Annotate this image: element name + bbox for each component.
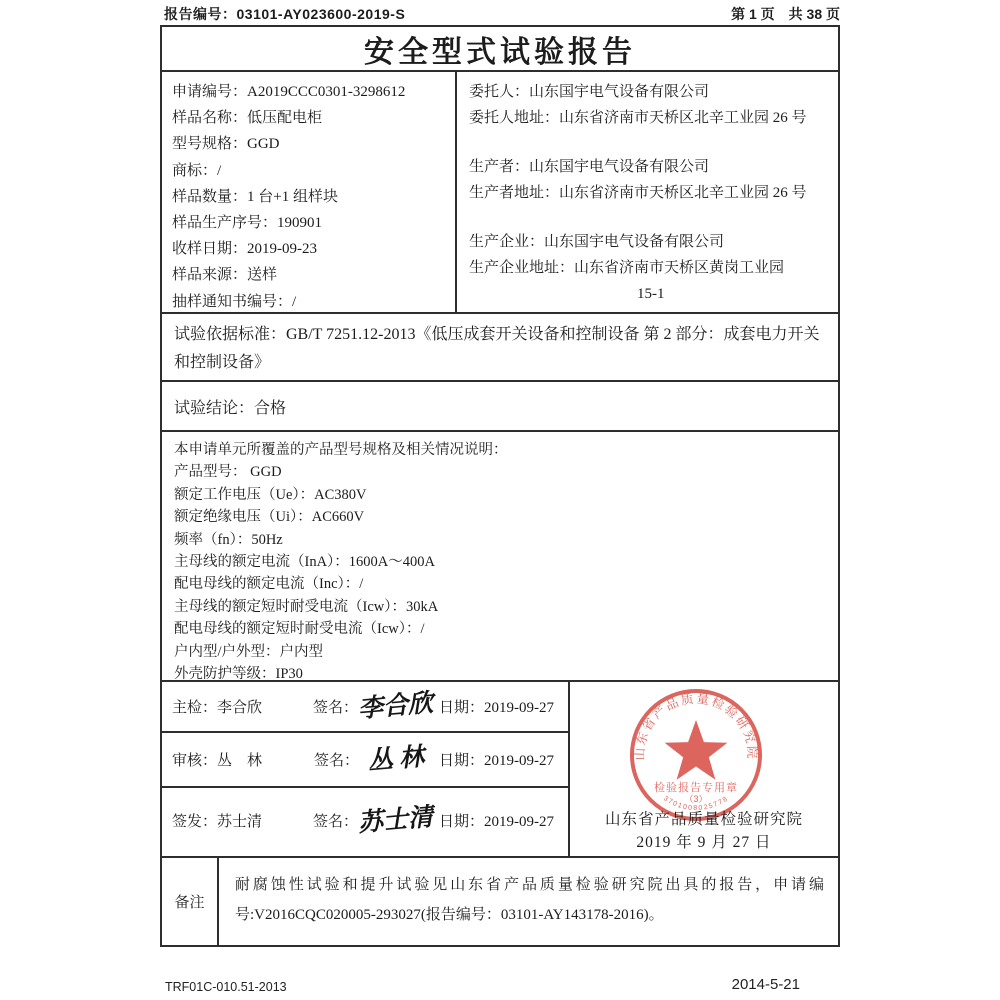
sample-source: 样品来源：送样 — [172, 267, 278, 284]
reviewer-handwritten-signature: 丛 林 — [366, 743, 426, 776]
signature-label: 签名： — [312, 700, 358, 716]
enterprise-group — [469, 229, 826, 307]
seal-serial-number: 3701008025778 — [662, 795, 730, 813]
stamp-date: 2019 年 9 月 27 日 — [636, 834, 772, 851]
main-busbar-rated-current: 主母线的额定电流（InA）：1600A～400A — [174, 554, 435, 571]
sample-serial: 样品生产序号：190901 — [172, 215, 323, 232]
footer-date: 2014-5-21 — [731, 976, 800, 993]
remark-label: 备注 — [162, 858, 219, 945]
rated-working-voltage: 额定工作电压（Ue）：AC380V — [174, 486, 367, 503]
signature-label: 签名： — [314, 753, 360, 769]
seal-number-label: （3） — [684, 794, 708, 804]
client: 委托人：山东国宇电气设备有限公司 — [469, 84, 710, 100]
producer: 生产者：山东国宇电气设备有限公司 — [469, 159, 710, 175]
rated-insulation-voltage: 额定绝缘电压（Ui）：AC660V — [174, 509, 365, 526]
reviewer-date: 日期：2019-09-27 — [439, 753, 554, 769]
ip-rating: 外壳防护等级：IP30 — [174, 666, 303, 683]
sample-info-right-cell — [457, 72, 838, 312]
main-busbar-withstand-current: 主母线的额定短时耐受电流（Icw）：30kA — [174, 598, 439, 615]
report-table — [160, 25, 840, 947]
signature-row-chief-inspector — [162, 682, 568, 733]
signature-rows — [162, 682, 570, 856]
product-model: 产品型号： GGD — [174, 464, 282, 481]
signature-label: 签名： — [312, 813, 358, 830]
sample-quantity: 样品数量：1 台+1 组样块 — [172, 188, 338, 205]
remark-text: 耐腐蚀性试验和提升试验见山东省产品质量检验研究院出具的报告，申请编号:V2016CQC020005-293027(报告编号：03101-AY143178-2016)。 — [235, 877, 824, 923]
client-group — [469, 79, 826, 131]
enterprise-address-cont: 15-1 — [637, 286, 665, 302]
distribution-busbar-withstand-current: 配电母线的额定短时耐受电流（Icw）：/ — [174, 621, 425, 638]
chief-inspector-date: 日期：2019-09-27 — [439, 700, 554, 716]
seal-org-arc-text: 山东省产品质量检验研究院 — [632, 691, 760, 761]
issuer-handwritten-signature: 苏士清 — [356, 803, 435, 837]
application-number: 申请编号：A2019CCC0301-3298612 — [172, 84, 406, 100]
frequency: 频率（fn）：50Hz — [174, 531, 283, 548]
footer-form-number: TRF01C-010.51-2013 — [165, 980, 287, 994]
trademark: 商标：/ — [172, 162, 222, 179]
producer-address: 生产者地址：山东省济南市天桥区北辛工业园 26 号 — [469, 185, 807, 201]
report-number: 报告编号：03101-AY023600-2019-S — [164, 6, 406, 22]
page-indicator: 第 1 页 共 38 页 — [731, 6, 840, 22]
official-seal-icon — [626, 685, 766, 825]
sample-info-left-cell — [162, 72, 457, 312]
receive-date: 收样日期：2019-09-23 — [172, 241, 317, 258]
product-specs-section — [160, 430, 840, 682]
chief-inspector-handwritten-signature: 李合欣 — [356, 689, 435, 724]
indoor-outdoor-type: 户内型/户外型：户内型 — [174, 643, 324, 660]
signature-row-issuer — [162, 788, 568, 852]
remark-section — [160, 856, 840, 947]
chief-inspector-name: 主检：李合欣 — [172, 700, 263, 716]
stamp-org-name: 山东省产品质量检验研究院 — [604, 811, 803, 828]
signature-section — [160, 680, 840, 858]
issuer-date: 日期：2019-09-27 — [439, 813, 554, 830]
sample-info-section — [160, 70, 840, 314]
producer-group — [469, 154, 826, 206]
test-standard-section: 试验依据标准：GB/T 7251.12-2013《低压成套开关设备和控制设备 第 2 部分：成套电力开关和控制设备》 — [160, 312, 840, 382]
seal-inner-text: 检验报告专用章 — [654, 782, 738, 794]
client-address: 委托人地址：山东省济南市天桥区北辛工业园 26 号 — [469, 110, 807, 126]
page-title: 安全型式试验报告 — [364, 35, 636, 69]
signature-row-reviewer — [162, 733, 568, 788]
specs-intro: 本申请单元所覆盖的产品型号规格及相关情况说明： — [174, 442, 508, 458]
sample-name: 样品名称：低压配电柜 — [172, 110, 323, 127]
sampling-notice-number: 抽样通知书编号：/ — [172, 293, 297, 310]
enterprise-address: 生产企业地址：山东省济南市天桥区黄岗工业园 — [469, 260, 785, 276]
issuer-name: 签发：苏士清 — [172, 813, 263, 830]
model-spec: 型号规格：GGD — [172, 136, 280, 153]
distribution-busbar-rated-current: 配电母线的额定电流（Inc）：/ — [174, 576, 364, 593]
reviewer-name: 审核：丛 林 — [172, 753, 263, 769]
title-box — [160, 25, 840, 72]
seal-star-icon — [665, 720, 728, 780]
official-stamp-cell — [570, 682, 838, 856]
test-conclusion-section: 试验结论：合格 — [160, 380, 840, 432]
enterprise: 生产企业：山东国宇电气设备有限公司 — [469, 234, 725, 250]
